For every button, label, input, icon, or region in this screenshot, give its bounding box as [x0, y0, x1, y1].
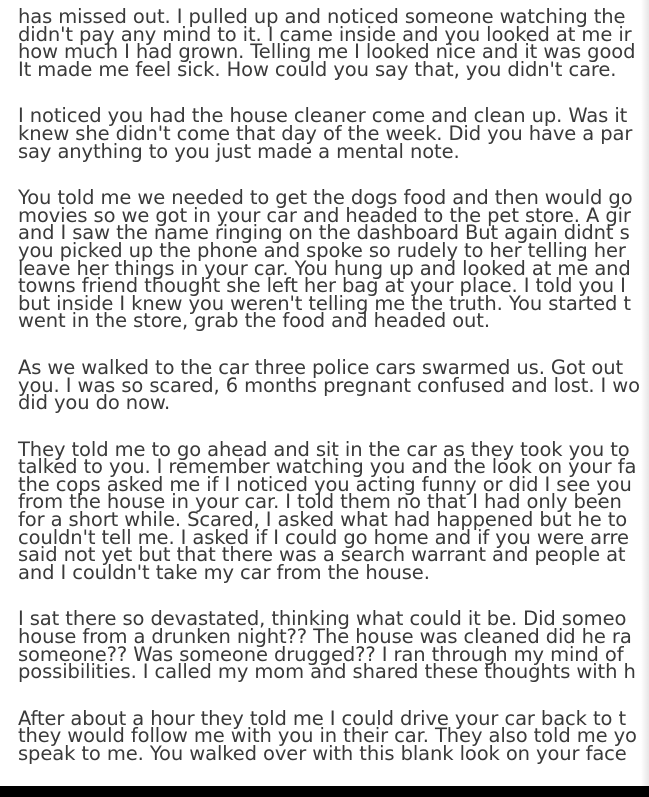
text-line: and I saw the name ringing on the dashboard But again didnt s [18, 221, 630, 245]
page-right-edge [641, 0, 649, 786]
text-line: After about a hour they told me I could drive your car back to t [18, 706, 626, 730]
paragraph-5 [18, 437, 649, 584]
text-line: but inside I knew you weren't telling me the truth. You started t [18, 291, 631, 315]
text-line: possibilities. I called my mom and shared these thoughts with h [18, 660, 636, 684]
text-line: towns friend thought she left her bag at your place. I told you I [18, 274, 626, 298]
paragraph-7 [18, 706, 649, 765]
text-line: speak to me. You walked over with this blank look on your face [18, 742, 627, 765]
text-line: you picked up the phone and spoke so rudely to her telling her [18, 238, 626, 262]
text-column [18, 5, 649, 765]
paragraph-4 [18, 355, 649, 415]
text-line: As we walked to the car three police cars swarmed us. Got out [18, 355, 624, 379]
text-line: house from a drunken night?? The house was cleaned did he ra [18, 625, 632, 649]
text-line: You told me we needed to get the dogs food and then would go [18, 186, 633, 210]
paragraph-gap [18, 412, 649, 441]
text-line: they would follow me with you in their car. They also told me yo [18, 724, 637, 748]
paragraph-3 [18, 186, 649, 333]
paragraph-gap [18, 581, 649, 610]
text-line: talked to you. I remember watching you and the look on your fa [18, 455, 637, 479]
text-line: leave her things in your car. You hung up and looked at me and [18, 256, 631, 280]
paragraph-2 [18, 104, 649, 163]
text-line: I noticed you had the house cleaner come and clean up. Was it [18, 104, 628, 128]
text-line: I sat there so devastated, thinking what could it be. Did someo [18, 607, 627, 631]
text-line: and I couldn't take my car from the house. [18, 560, 430, 584]
paragraph-gap [18, 681, 649, 710]
text-line: knew she didn't come that day of the week. Did you have a par [18, 121, 633, 145]
paragraph-1 [18, 5, 649, 81]
bottom-black-bar [0, 786, 649, 797]
text-line: It made me feel sick. How could you say that, you didn't care. [18, 57, 617, 81]
text-line: how much I had grown. Telling me I looked nice and it was good [18, 40, 636, 64]
text-line: someone?? Was someone drugged?? I ran through my mind of [18, 642, 624, 666]
text-line: didn't pay any mind to it. I came inside and you looked at me ir [18, 22, 632, 46]
text-line: from the house in your car. I told them no that I had only been [18, 490, 622, 514]
paragraph-gap [18, 78, 649, 107]
text-line: They told me to go ahead and sit in the car as they took you to [18, 437, 630, 461]
text-line: for a short while. Scared, I asked what had happened but he to [18, 508, 628, 532]
text-line: did you do now. [18, 391, 171, 415]
text-line: movies so we got in your car and headed to the pet store. A gir [18, 203, 631, 227]
text-line: said not yet but that there was a search warrant and people at [18, 543, 626, 567]
text-line: say anything to you just made a mental note. [18, 139, 460, 163]
paragraph-6 [18, 607, 649, 684]
paragraph-gap [18, 160, 649, 189]
text-line: you. I was so scared, 6 months pregnant confused and lost. I wo [18, 373, 640, 397]
paragraph-gap [18, 330, 649, 359]
text-line: couldn't tell me. I asked if I could go home and if you were arre [18, 525, 629, 549]
text-line: went in the store, grab the food and headed out. [18, 309, 490, 333]
text-line: has missed out. I pulled up and noticed someone watching the [18, 5, 626, 28]
text-line: the cops asked me if I noticed you acting funny or did I see you [18, 472, 632, 496]
